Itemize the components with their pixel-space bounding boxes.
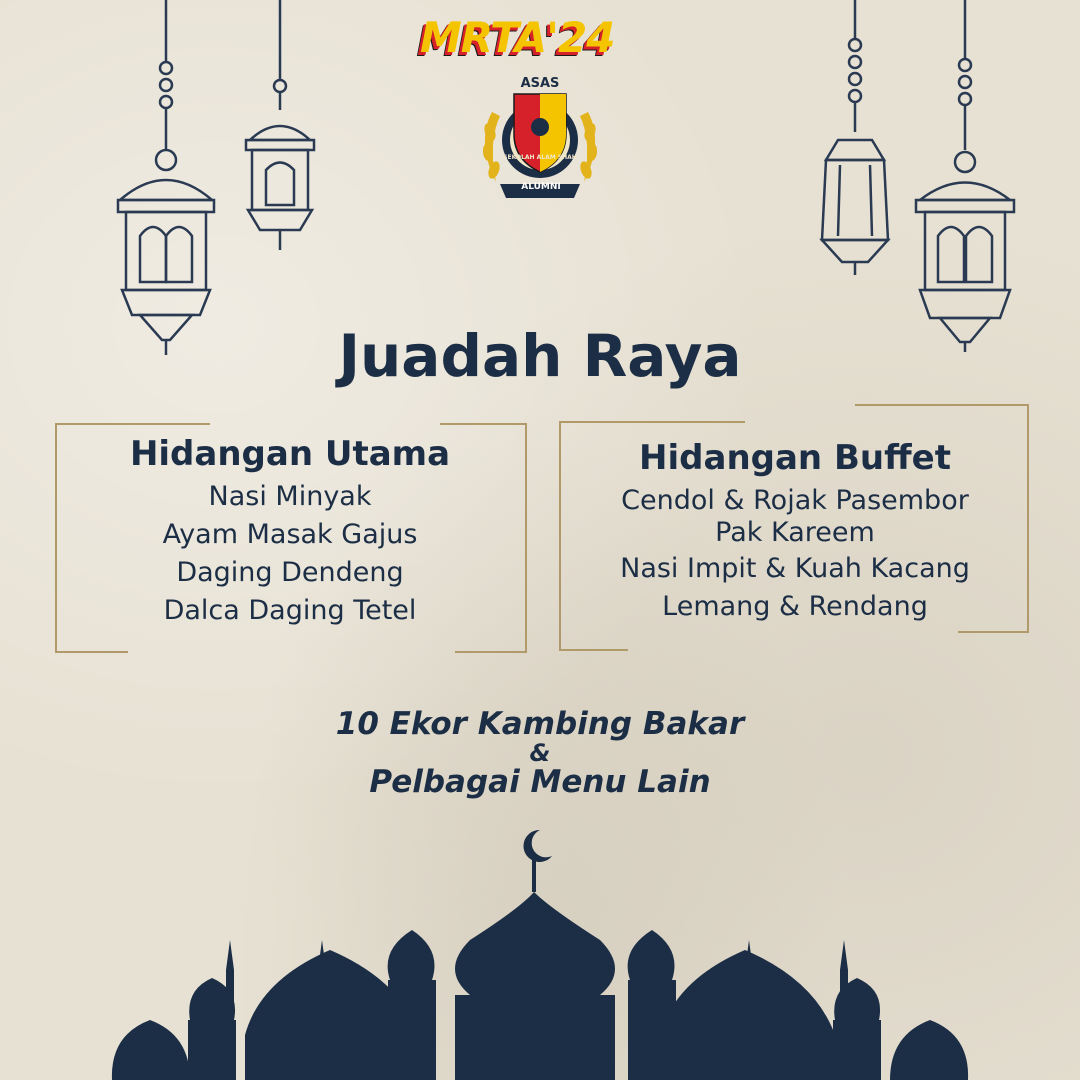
mosque-silhouette-icon (0, 820, 1080, 1080)
section-main-dishes (60, 432, 520, 630)
menu-item: Daging Dendeng (176, 557, 404, 588)
menu-item: Lemang & Rendang (662, 591, 928, 622)
logo-top-text: ASAS (520, 76, 560, 91)
crescent-moon-icon (524, 830, 552, 862)
page-title: Juadah Raya (338, 322, 742, 390)
menu-item: Dalca Daging Tetel (163, 595, 417, 626)
section-heading: Hidangan Utama (129, 434, 451, 474)
highlight-connector: & (529, 739, 551, 767)
highlight-line-2: Pelbagai Menu Lain (369, 764, 711, 800)
highlight-line-1: 10 Ekor Kambing Bakar (335, 706, 745, 742)
menu-item: Pak Kareem (715, 517, 875, 548)
section-heading: Hidangan Buffet (639, 438, 951, 478)
highlight-text (0, 706, 1080, 800)
logo-ring-text: SEKOLAH ALAM SHAH (503, 154, 577, 161)
menu-item: Nasi Impit & Kuah Kacang (620, 553, 970, 584)
event-title: MRTA'24 (420, 13, 615, 62)
menu-item: Ayam Masak Gajus (162, 519, 418, 550)
logo-ribbon-text: ALUMNI (521, 182, 561, 192)
section-buffet (565, 436, 1025, 626)
menu-item: Cendol & Rojak Pasembor (621, 485, 969, 516)
menu-item: Nasi Minyak (208, 481, 372, 512)
